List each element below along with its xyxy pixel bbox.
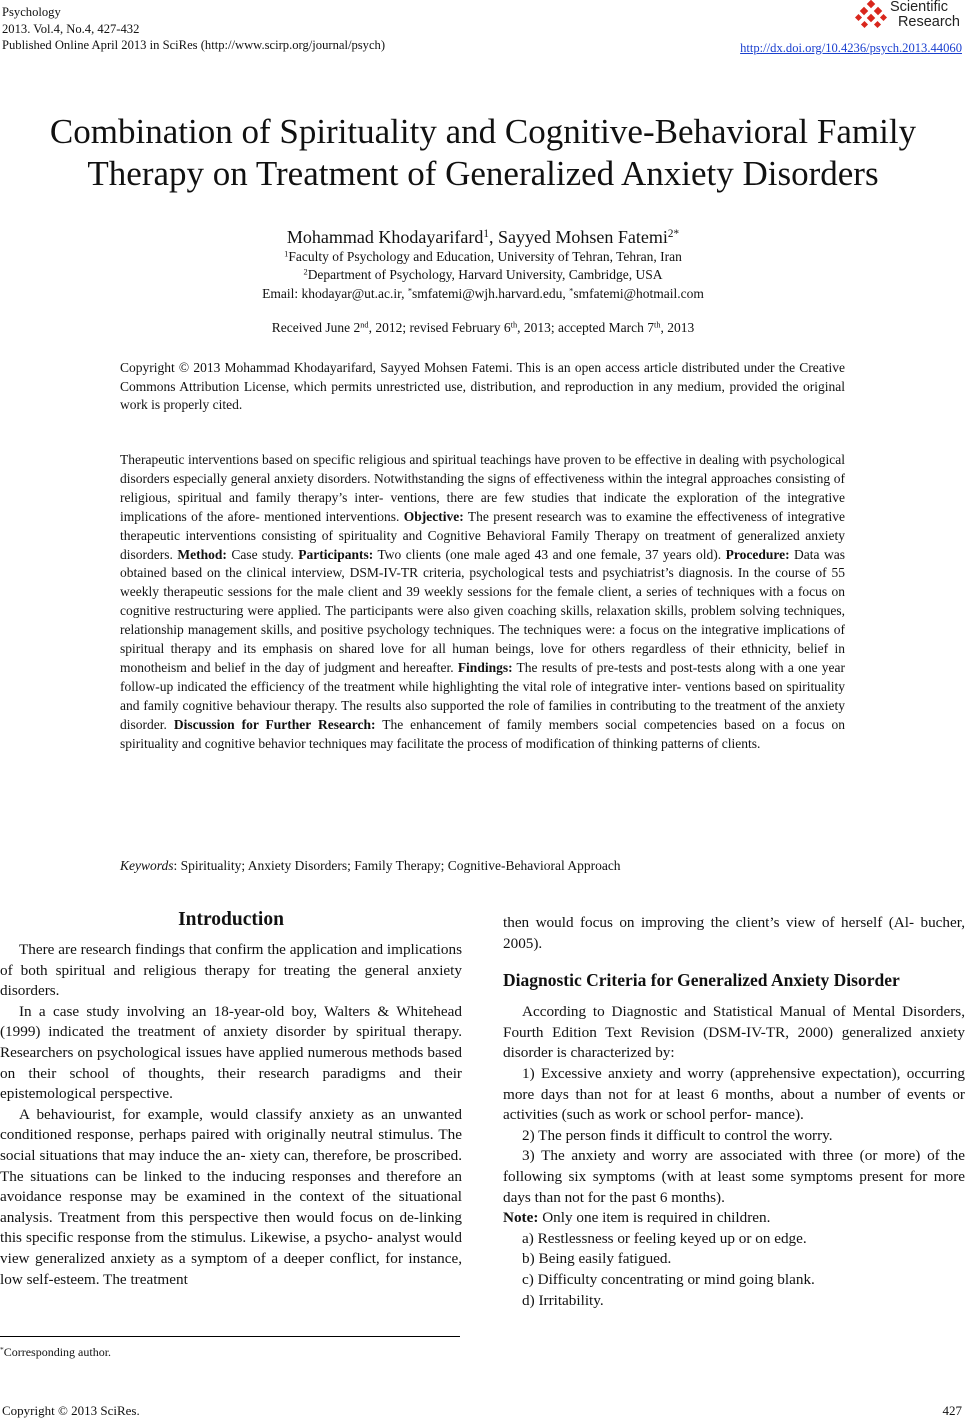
logo-line-2: Research [897, 14, 960, 30]
left-column [0, 940, 462, 1290]
findings-text: The results of pre-tests and post-tests along with a one year follow-up indicated the efficiency of the treatment while highlighting the vital role of integrative inter- ventions based on spirituality and family cognitive behaviour therapy. The results also supported the role of families in contributing to the treatment of the anxiety disorder. [120, 659, 845, 732]
accepted-ordinal: th [654, 320, 661, 330]
affiliation-1 [0, 248, 966, 266]
logo-text [890, 0, 960, 30]
abstract [120, 451, 845, 754]
publication-info: Published Online April 2013 in SciRes (http://www.scirp.org/journal/psych) [2, 38, 386, 52]
footnote-text: Corresponding author. [3, 1345, 112, 1359]
scientific-research-logo-icon [855, 0, 887, 30]
affiliation-2-number: 2 [303, 267, 308, 277]
revised-ordinal: th [510, 320, 518, 330]
discussion-label: Discussion for Further Research: [173, 716, 376, 732]
method-text: Case study. [226, 546, 299, 562]
author-2: Sayyed Mohsen Fatemi [497, 227, 668, 247]
intro-paragraph-3: A behaviourist, for example, would classify anxiety as an unwanted conditioned response, perhaps paired with originally neutral stimulus. The social situations that may induce the an- xiety can, therefore, be proscribed. The situations can be linked to the inducing responses and therefore an avoidance response may be examined in the context of the situational analysis. Treatment from this perspective then would focus on de-linking this specific response from the stimulus. Likewise, a psycho- analyst would view generalized anxiety as a symptom of a deeper conflict, for instance, low self-esteem. The treatment [0, 1105, 462, 1288]
author-2-affil: 2* [667, 227, 680, 240]
accepted-text: , 2013; accepted March 7 [517, 320, 654, 335]
keywords-label: Keywords [120, 858, 174, 873]
affiliation-1-number: 1 [284, 249, 289, 259]
publisher-logo [855, 0, 960, 30]
note-line [503, 1208, 965, 1229]
diag-criterion-2: 2) The person finds it difficult to control the worry. [522, 1126, 833, 1144]
received-text: Received June 2 [271, 320, 361, 335]
accepted-year: , 2013 [660, 320, 695, 335]
author-list [0, 225, 966, 249]
diag-criterion-1: 1) Excessive anxiety and worry (apprehensive expectation), occurring more days than not for at least 6 months, about a number of events or activities (such as work or school perfor- mance). [503, 1064, 965, 1124]
symptom-item-d: d) Irritability. [522, 1291, 604, 1309]
received-dates [0, 319, 966, 337]
procedure-label: Procedure: [725, 546, 790, 562]
diag-paragraph-1: According to Diagnostic and Statistical Manual of Mental Disorders, Fourth Edition Text Revision (DSM-IV-TR, 2000) generalized anxiety disorder is characterized by: [503, 1003, 965, 1062]
keywords-text: : Spirituality; Anxiety Disorders; Family Therapy; Cognitive-Behavioral Approach [173, 858, 621, 873]
participants-text: Two clients (one male aged 43 and one female, 37 years old). [373, 546, 726, 562]
revised-text: , 2012; revised February 6 [368, 320, 511, 335]
title-line-1: Combination of Spirituality and Cognitive-Behavioral Family [49, 112, 917, 151]
email-prefix: Email: khodayar@ut.ac.ir, [262, 286, 408, 301]
affiliation-2 [0, 266, 966, 284]
introduction-heading: Introduction [178, 909, 284, 930]
intro-paragraph-1: There are research findings that confirm the application and implications of both spiritual and religious therapy for treating the general anxiety disorders. [0, 941, 462, 1000]
affiliation-1-text: Faculty of Psychology and Education, University of Tehran, Tehran, Iran [288, 249, 682, 264]
journal-name: Psychology [2, 5, 61, 19]
copyright-notice: Copyright © 2013 Mohammad Khodayarifard, Sayyed Mohsen Fatemi. This is an open access article distributed under the Creative Commons Attribution License, which permits unrestricted use, distribution, and reproduction in any medium, provided the original work is properly cited. [120, 360, 845, 412]
objective-text: The present research was to examine the effectiveness of integrative therapeutic interventions consisting of spirituality and Cognitive Behavioral Family Therapy on treatment of generalized anxiety disorders. [120, 508, 845, 562]
author-1-affil: 1 [483, 227, 489, 240]
article-title [0, 111, 966, 195]
symptom-item-c: c) Difficulty concentrating or mind going blank. [522, 1270, 815, 1288]
author-separator: , [488, 227, 498, 247]
email-2-star: * [407, 286, 413, 296]
abstract-intro: Therapeutic interventions based on specific religious and spiritual teachings have proven to be effective in dealing with psychological disorders especially general anxiety disorders. Notwithstanding the signs of effectiveness within the integral approaches consisting of religious, spiritual and family therapy’s inter- ventions, there are few studies that indicate the exploration of the integrative implications of the afore- mentioned interventions. [120, 452, 845, 524]
logo-line-1: Scientific [889, 0, 948, 15]
journal-header [2, 4, 385, 54]
intro-paragraph-2: In a case study involving an 18-year-old boy, Walters & Whitehead (1999) indicated the treatment of anxiety disorder by spiritual therapy. Researchers on psychological issues have applied numerous methods based on their school of thoughts, their research paradigms and their epistemological perspective. [0, 1002, 462, 1103]
diag-criterion-3: 3) The anxiety and worry are associated with three (or more) of the following six symptoms (with at least some symptoms present for more days than not for the past 6 months). [503, 1147, 965, 1206]
journal-volume: 2013. Vol.4, No.4, 427-432 [2, 21, 140, 36]
method-label: Method: [177, 546, 227, 562]
email-2[interactable]: smfatemi@wjh.harvard.edu, [412, 286, 570, 301]
intro-continuation: then would focus on improving the client’s view of herself (Al- bucher, 2005). [503, 914, 965, 952]
findings-label: Findings: [457, 659, 513, 675]
footnote-star: * [0, 1344, 4, 1354]
title-line-2: Therapy on Treatment of Generalized Anxiety Disorders [87, 154, 879, 193]
email-line [0, 285, 966, 303]
footnote-divider [0, 1336, 460, 1337]
email-3[interactable]: smfatemi@hotmail.com [573, 286, 704, 301]
symptom-item-b: b) Being easily fatigued. [522, 1250, 672, 1268]
right-column [503, 913, 965, 1311]
page-number: 427 [942, 1403, 962, 1418]
affiliation-2-text: Department of Psychology, Harvard University, Cambridge, USA [307, 267, 663, 282]
footer-copyright: Copyright © 2013 SciRes. [2, 1403, 140, 1418]
email-3-star: * [569, 286, 574, 296]
note-label: Note: [503, 1209, 539, 1227]
footnote [0, 1344, 111, 1360]
diagnostic-criteria-heading: Diagnostic Criteria for Generalized Anxiety Disorder [503, 970, 900, 991]
discussion-text: The enhancement of family members social competencies based on a focus on spirituality and cognitive behavior techniques may facilitate the process of modification of thinking patterns of clients. [120, 716, 845, 751]
note-text: Only one item is required in children. [538, 1209, 771, 1227]
participants-label: Participants: [298, 546, 374, 562]
doi-link[interactable]: http://dx.doi.org/10.4236/psych.2013.44060 [740, 41, 962, 55]
received-ordinal: nd [360, 320, 369, 330]
author-1: Mohammad Khodayarifard [286, 227, 484, 247]
symptom-item-a: a) Restlessness or feeling keyed up or on edge. [522, 1229, 807, 1247]
objective-label: Objective: [403, 508, 464, 524]
procedure-text: Data was obtained based on the clinical interview, DSM-IV-TR criteria, psychological tests and psychiatrist’s diagnosis. In the course of 55 weekly therapeutic sessions for the male client and 39 weekly sessions for the female client, a series of techniques with a focus on cognitive restructuring were applied. The participants were also given coaching skills, relaxation skills, problem solving techniques, relationship management skills, and positive psychology techniques. The techniques were: a focus on the integrative implications of spiritual therapy and its emphasis on shared love for all human beings, love for others regardless of their ethnicity, belief in monotheism and belief in the day of judgment and hereafter. [120, 546, 845, 675]
keywords [120, 857, 845, 875]
